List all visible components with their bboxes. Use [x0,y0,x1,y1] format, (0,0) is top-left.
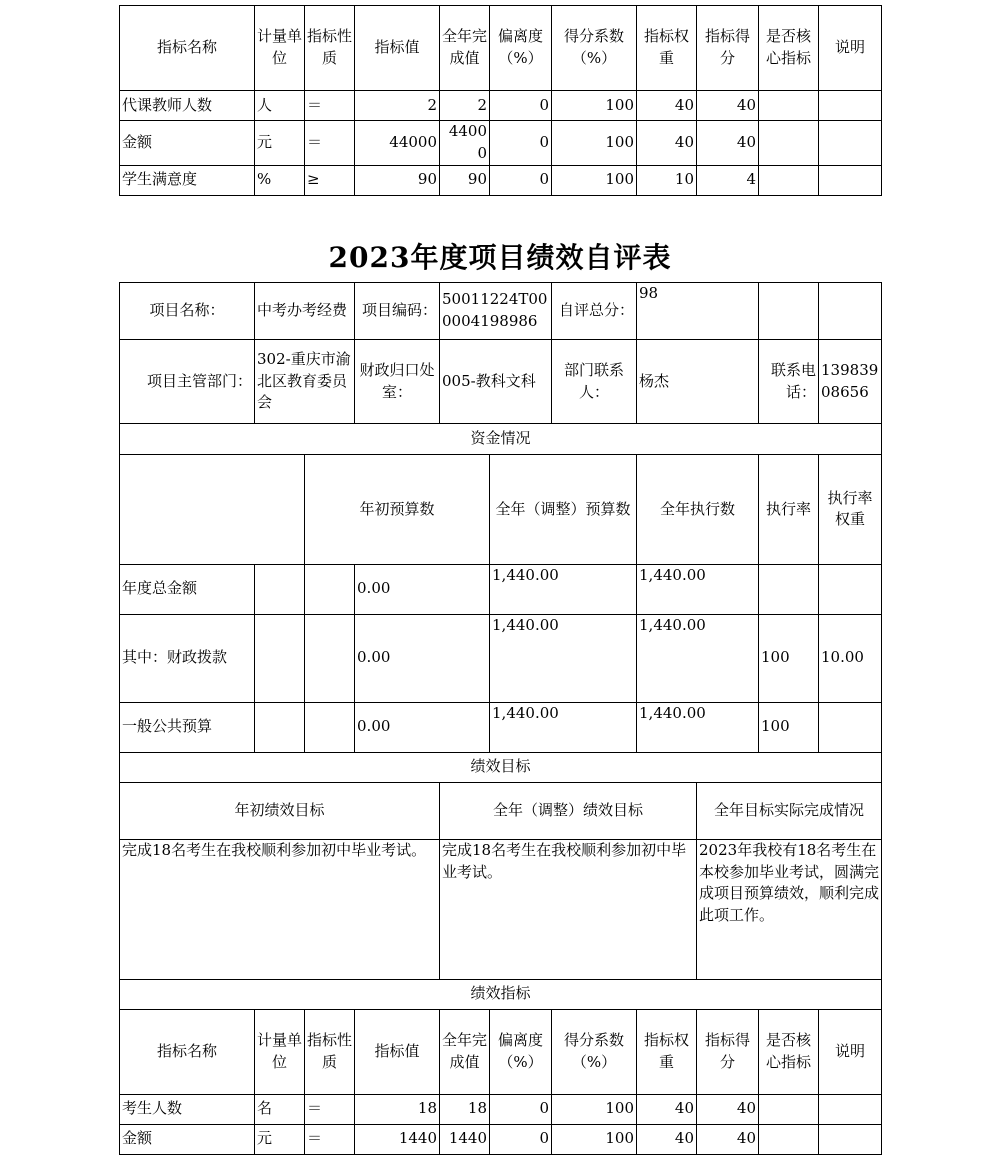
table-row [120,91,882,121]
funds-header-row [120,455,882,565]
header-nature: 指标性质 [305,1009,355,1094]
project-code: 50011224T000004198986 [440,283,552,340]
funds-executed: 1,440.00 [637,702,759,752]
cell-core [759,1124,819,1154]
funds-initial: 0.00 [355,614,490,702]
empty-cell [120,455,305,565]
header-unit: 计量单位 [255,6,305,91]
cell-weight: 40 [637,121,697,166]
table-row [120,1124,882,1154]
header-core: 是否核心指标 [759,1009,819,1094]
cell-weight: 10 [637,165,697,195]
empty-cell [305,614,355,702]
funds-header-rate-weight: 执行率权重 [819,455,882,565]
cell-score: 40 [697,1094,759,1124]
funds-adjusted: 1,440.00 [490,702,637,752]
header-weight: 指标权重 [637,6,697,91]
project-info-row [120,283,882,340]
section-heading-row [120,979,882,1009]
goals-header-actual: 全年目标实际完成情况 [697,782,882,839]
funds-initial: 0.00 [355,702,490,752]
table-row [120,121,882,166]
cell-coef: 100 [552,1094,637,1124]
header-note: 说明 [819,1009,882,1094]
cell-deviation: 0 [490,121,552,166]
funds-row [120,702,882,752]
funds-row-label: 年度总金额 [120,564,255,614]
indicators-section-heading: 绩效指标 [120,979,882,1009]
cell-nature: ＝ [305,121,355,166]
cell-core [759,1094,819,1124]
cell-core [759,121,819,166]
cell-unit: % [255,165,305,195]
cell-weight: 40 [637,1124,697,1154]
header-actual: 全年完成值 [440,6,490,91]
cell-note [819,91,882,121]
funds-row [120,614,882,702]
funds-executed: 1,440.00 [637,564,759,614]
empty-cell [305,702,355,752]
self-evaluation-table [119,282,882,1155]
empty-cell [255,702,305,752]
header-value: 指标值 [355,6,440,91]
office: 005-教科文科 [440,340,552,424]
header-row [120,6,882,91]
cell-coef: 100 [552,165,637,195]
page-title: 2023年度项目绩效自评表 [328,241,672,274]
cell-nature: ＝ [305,91,355,121]
funds-initial: 0.00 [355,564,490,614]
cell-name: 金额 [120,121,255,166]
goals-adjusted: 完成18名考生在我校顺利参加初中毕业考试。 [440,839,697,979]
cell-weight: 40 [637,1094,697,1124]
dept: 302-重庆市渝北区教育委员会 [255,340,355,424]
funds-weight [819,564,882,614]
funds-rate: 100 [759,702,819,752]
cell-value: 18 [355,1094,440,1124]
cell-deviation: 0 [490,1094,552,1124]
header-name: 指标名称 [120,1009,255,1094]
empty-cell [819,283,882,340]
funds-row [120,564,882,614]
project-name-label: 项目名称： [120,283,255,340]
cell-note [819,165,882,195]
funds-section-heading: 资金情况 [120,424,882,455]
funds-rate: 100 [759,614,819,702]
project-info-row [120,340,882,424]
office-label: 财政归口处室： [355,340,440,424]
cell-weight: 40 [637,91,697,121]
cell-actual: 18 [440,1094,490,1124]
contact-label: 部门联系人： [552,340,637,424]
header-nature: 指标性质 [305,6,355,91]
cell-name: 代课教师人数 [120,91,255,121]
header-name: 指标名称 [120,6,255,91]
cell-value: 44000 [355,121,440,166]
total-score: 98 [637,283,759,340]
funds-adjusted: 1,440.00 [490,564,637,614]
project-name: 中考办考经费 [255,283,355,340]
cell-unit: 人 [255,91,305,121]
goals-header-row [120,782,882,839]
table-row [120,165,882,195]
cell-core [759,91,819,121]
goals-initial: 完成18名考生在我校顺利参加初中毕业考试。 [120,839,440,979]
funds-weight [819,702,882,752]
cell-note [819,1094,882,1124]
empty-cell [305,564,355,614]
phone-label: 联系电话： [759,340,819,424]
cell-actual: 44000 [440,121,490,166]
project-code-label: 项目编码： [355,283,440,340]
cell-actual: 90 [440,165,490,195]
cell-deviation: 0 [490,165,552,195]
goals-content-row [120,839,882,979]
cell-coef: 100 [552,121,637,166]
funds-adjusted: 1,440.00 [490,614,637,702]
cell-coef: 100 [552,91,637,121]
funds-rate [759,564,819,614]
goals-section-heading: 绩效目标 [120,752,882,782]
header-core: 是否核心指标 [759,6,819,91]
cell-nature: ＝ [305,1094,355,1124]
cell-value: 1440 [355,1124,440,1154]
header-actual: 全年完成值 [440,1009,490,1094]
table-row [120,1094,882,1124]
empty-cell [255,564,305,614]
section-heading-row [120,424,882,455]
cell-name: 金额 [120,1124,255,1154]
header-coef: 得分系数（%） [552,1009,637,1094]
cell-score: 40 [697,91,759,121]
cell-deviation: 0 [490,91,552,121]
cell-value: 90 [355,165,440,195]
cell-note [819,1124,882,1154]
cell-note [819,121,882,166]
total-score-label: 自评总分： [552,283,637,340]
funds-row-label: 一般公共预算 [120,702,255,752]
funds-header-initial: 年初预算数 [305,455,490,565]
phone: 13983908656 [819,340,882,424]
cell-nature: ≥ [305,165,355,195]
funds-weight: 10.00 [819,614,882,702]
funds-header-rate: 执行率 [759,455,819,565]
funds-header-adjusted: 全年（调整）预算数 [490,455,637,565]
cell-score: 40 [697,121,759,166]
header-note: 说明 [819,6,882,91]
cell-unit: 元 [255,1124,305,1154]
header-coef: 得分系数（%） [552,6,637,91]
header-deviation: 偏离度（%） [490,1009,552,1094]
indicator-table-continued [119,5,882,196]
cell-coef: 100 [552,1124,637,1154]
cell-name: 学生满意度 [120,165,255,195]
section-heading-row [120,752,882,782]
cell-core [759,165,819,195]
cell-deviation: 0 [490,1124,552,1154]
cell-unit: 元 [255,121,305,166]
header-value: 指标值 [355,1009,440,1094]
cell-nature: ＝ [305,1124,355,1154]
empty-cell [255,614,305,702]
cell-actual: 1440 [440,1124,490,1154]
goals-header-adjusted: 全年（调整）绩效目标 [440,782,697,839]
empty-cell [759,283,819,340]
cell-value: 2 [355,91,440,121]
header-weight: 指标权重 [637,1009,697,1094]
goals-actual: 2023年我校有18名考生在本校参加毕业考试，圆满完成项目预算绩效，顺利完成此项工作。 [697,839,882,979]
cell-actual: 2 [440,91,490,121]
funds-header-executed: 全年执行数 [637,455,759,565]
header-deviation: 偏离度（%） [490,6,552,91]
dept-label: 项目主管部门： [120,340,255,424]
funds-row-label: 其中：财政拨款 [120,614,255,702]
funds-executed: 1,440.00 [637,614,759,702]
cell-score: 4 [697,165,759,195]
header-score: 指标得分 [697,6,759,91]
cell-unit: 名 [255,1094,305,1124]
header-score: 指标得分 [697,1009,759,1094]
cell-score: 40 [697,1124,759,1154]
header-row [120,1009,882,1094]
goals-header-initial: 年初绩效目标 [120,782,440,839]
header-unit: 计量单位 [255,1009,305,1094]
cell-name: 考生人数 [120,1094,255,1124]
contact: 杨杰 [637,340,759,424]
